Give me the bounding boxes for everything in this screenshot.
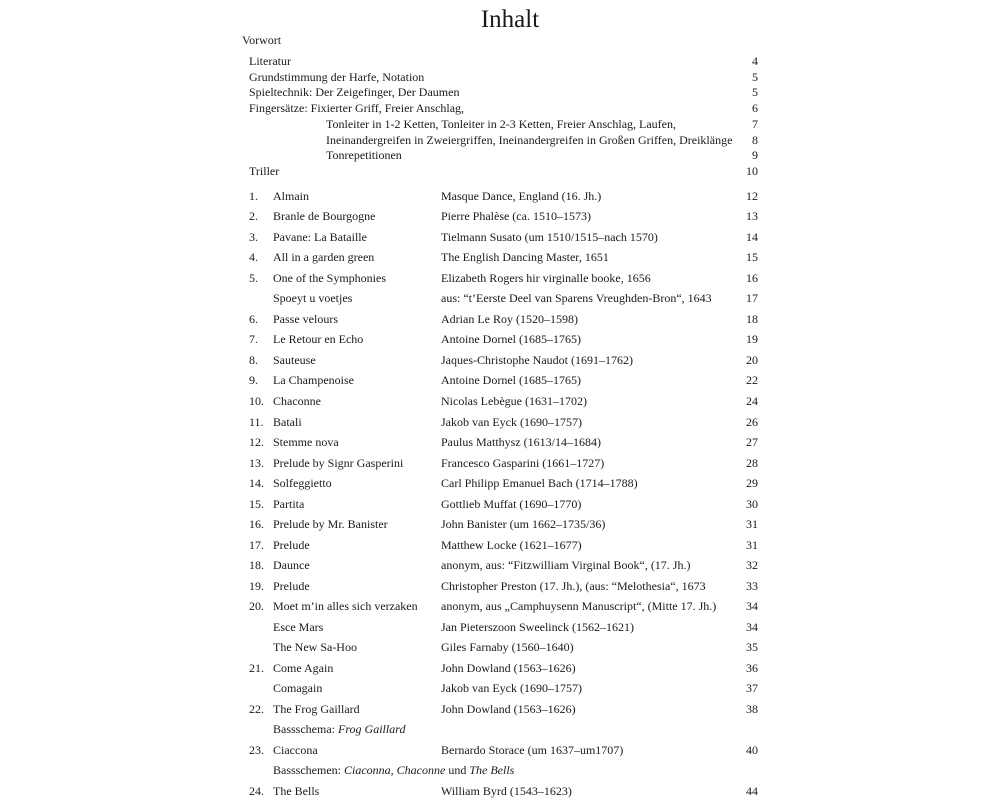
piece-number: 14.	[249, 476, 264, 490]
piece-title: Almain	[273, 189, 309, 203]
piece-title: Passe velours	[273, 312, 338, 326]
piece-title: The Bells	[273, 784, 320, 798]
front-matter-label: Tonleiter in 1-2 Ketten, Tonleiter in 2-3 Ketten, Freier Anschlag, Laufen,	[326, 117, 676, 131]
front-matter-page: 8	[752, 133, 758, 147]
bass-schema-note	[273, 762, 514, 778]
piece-composer: Antoine Dornel (1685–1765)	[441, 373, 581, 387]
piece-title: Chaconne	[273, 394, 321, 408]
piece-title: Come Again	[273, 661, 334, 675]
front-matter-page: 9	[752, 148, 758, 162]
piece-title: Prelude	[273, 538, 310, 552]
piece-page: 32	[746, 558, 758, 572]
piece-page: 13	[746, 209, 758, 223]
front-matter-label: Literatur	[249, 54, 291, 68]
piece-title: Stemme nova	[273, 435, 339, 449]
piece-page: 14	[746, 230, 758, 244]
piece-page: 34	[746, 620, 758, 634]
piece-page: 26	[746, 415, 758, 429]
piece-number: 3.	[249, 230, 258, 244]
bass-schema-title: Ciaconna, Chaconne	[344, 763, 446, 777]
piece-page: 31	[746, 517, 758, 531]
front-matter-label: Fingersätze: Fixierter Griff, Freier Anschlag,	[249, 101, 465, 115]
piece-composer: Christopher Preston (17. Jh.), (aus: “Melothesia“, 1673	[441, 579, 706, 593]
piece-page: 34	[746, 599, 758, 613]
piece-composer: Carl Philipp Emanuel Bach (1714–1788)	[441, 476, 638, 490]
bass-schema-prefix: Bassschemen:	[273, 763, 341, 777]
bass-schema-prefix: Bassschema:	[273, 722, 335, 736]
piece-composer: Antoine Dornel (1685–1765)	[441, 332, 581, 346]
front-matter-label: Spieltechnik: Der Zeigefinger, Der Daumen	[249, 85, 460, 99]
front-matter-page: 5	[752, 70, 758, 84]
bass-schema-conjunction: und	[448, 763, 467, 777]
piece-page: 27	[746, 435, 758, 449]
piece-composer: Gottlieb Muffat (1690–1770)	[441, 497, 582, 511]
piece-composer: William Byrd (1543–1623)	[441, 784, 572, 798]
piece-title: One of the Symphonies	[273, 271, 386, 285]
piece-number: 19.	[249, 579, 264, 593]
piece-composer: Jakob van Eyck (1690–1757)	[441, 681, 582, 695]
piece-composer: Adrian Le Roy (1520–1598)	[441, 312, 578, 326]
piece-page: 31	[746, 538, 758, 552]
piece-number: 10.	[249, 394, 264, 408]
piece-number: 18.	[249, 558, 264, 572]
piece-composer: Jan Pieterszoon Sweelinck (1562–1621)	[441, 620, 634, 634]
piece-number: 21.	[249, 661, 264, 675]
piece-number: 13.	[249, 456, 264, 470]
piece-composer: Elizabeth Rogers hir virginalle booke, 1656	[441, 271, 651, 285]
piece-title: Daunce	[273, 558, 310, 572]
piece-page: 38	[746, 702, 758, 716]
piece-composer: aus: “t’Eerste Deel van Sparens Vreughden-Bron“, 1643	[441, 291, 712, 305]
piece-page: 12	[746, 189, 758, 203]
piece-composer: Tielmann Susato (um 1510/1515–nach 1570)	[441, 230, 658, 244]
piece-page: 22	[746, 373, 758, 387]
piece-composer: Bernardo Storace (um 1637–um1707)	[441, 743, 624, 757]
piece-composer: John Dowland (1563–1626)	[441, 702, 576, 716]
piece-title: Ciaccona	[273, 743, 318, 757]
piece-page: 18	[746, 312, 758, 326]
piece-title: Prelude	[273, 579, 310, 593]
piece-number: 5.	[249, 271, 258, 285]
front-matter-page: 4	[752, 54, 758, 68]
piece-number: 7.	[249, 332, 258, 346]
front-matter-label: Grundstimmung der Harfe, Notation	[249, 70, 425, 84]
piece-page: 30	[746, 497, 758, 511]
piece-composer: Masque Dance, England (16. Jh.)	[441, 189, 602, 203]
front-matter-page: 5	[752, 85, 758, 99]
front-matter-page: 7	[752, 117, 758, 131]
piece-title: Solfeggietto	[273, 476, 332, 490]
piece-title: Esce Mars	[273, 620, 324, 634]
bass-schema-title: The Bells	[469, 763, 515, 777]
piece-number: 22.	[249, 702, 264, 716]
piece-page: 20	[746, 353, 758, 367]
piece-composer: Matthew Locke (1621–1677)	[441, 538, 582, 552]
piece-composer: The English Dancing Master, 1651	[441, 250, 609, 264]
piece-page: 28	[746, 456, 758, 470]
piece-title: Moet m’in alles sich verzaken	[273, 599, 418, 613]
piece-number: 16.	[249, 517, 264, 531]
piece-page: 16	[746, 271, 758, 285]
piece-page: 17	[746, 291, 758, 305]
piece-title: All in a garden green	[273, 250, 375, 264]
piece-number: 1.	[249, 189, 258, 203]
piece-page: 40	[746, 743, 758, 757]
piece-number: 9.	[249, 373, 258, 387]
piece-title: Pavane: La Bataille	[273, 230, 367, 244]
piece-title: Prelude by Signr Gasperini	[273, 456, 404, 470]
piece-number: 2.	[249, 209, 258, 223]
piece-page: 33	[746, 579, 758, 593]
piece-title: Spoeyt u voetjes	[273, 291, 353, 305]
front-matter-label: Tonrepetitionen	[326, 148, 402, 162]
piece-composer: Paulus Matthysz (1613/14–1684)	[441, 435, 601, 449]
piece-composer: Nicolas Lebègue (1631–1702)	[441, 394, 587, 408]
piece-title: The New Sa-Hoo	[273, 640, 357, 654]
piece-page: 37	[746, 681, 758, 695]
piece-title: Batali	[273, 415, 302, 429]
piece-composer: Pierre Phalèse (ca. 1510–1573)	[441, 209, 591, 223]
piece-composer: John Banister (um 1662–1735/36)	[441, 517, 606, 531]
piece-number: 15.	[249, 497, 264, 511]
piece-page: 35	[746, 640, 758, 654]
front-matter-label: Triller	[249, 164, 280, 178]
piece-title: Prelude by Mr. Banister	[273, 517, 388, 531]
piece-title: Branle de Bourgogne	[273, 209, 376, 223]
piece-page: 36	[746, 661, 758, 675]
piece-title: La Champenoise	[273, 373, 354, 387]
piece-number: 6.	[249, 312, 258, 326]
bass-schema-note	[273, 721, 405, 737]
piece-composer: John Dowland (1563–1626)	[441, 661, 576, 675]
piece-composer: anonym, aus: “Fitzwilliam Virginal Book“, (17. Jh.)	[441, 558, 691, 572]
piece-title: Le Retour en Echo	[273, 332, 364, 346]
piece-composer: Jaques-Christophe Naudot (1691–1762)	[441, 353, 633, 367]
piece-composer: Giles Farnaby (1560–1640)	[441, 640, 574, 654]
front-matter-page: 6	[752, 101, 758, 115]
piece-composer: Francesco Gasparini (1661–1727)	[441, 456, 605, 470]
piece-page: 44	[746, 784, 758, 798]
piece-page: 29	[746, 476, 758, 490]
page-title: Inhalt	[480, 6, 540, 33]
piece-number: 11.	[249, 415, 264, 429]
piece-page: 24	[746, 394, 758, 408]
piece-number: 12.	[249, 435, 264, 449]
front-matter-label: Ineinandergreifen in Zweiergriffen, Ineinandergreifen in Großen Griffen, Dreiklänge	[326, 133, 733, 147]
piece-title: Sauteuse	[273, 353, 316, 367]
bass-schema-title: Frog Gaillard	[338, 722, 406, 736]
piece-page: 19	[746, 332, 758, 346]
preface-heading: Vorwort	[242, 33, 282, 47]
piece-number: 23.	[249, 743, 264, 757]
piece-number: 20.	[249, 599, 264, 613]
piece-page: 15	[746, 250, 758, 264]
piece-composer: Jakob van Eyck (1690–1757)	[441, 415, 582, 429]
piece-number: 24.	[249, 784, 264, 798]
piece-title: Partita	[273, 497, 305, 511]
piece-number: 17.	[249, 538, 264, 552]
piece-title: Comagain	[273, 681, 323, 695]
piece-number: 4.	[249, 250, 258, 264]
front-matter-page: 10	[746, 164, 758, 178]
piece-composer: anonym, aus „Camphuysenn Manuscript“, (Mitte 17. Jh.)	[441, 599, 717, 613]
piece-title: The Frog Gaillard	[273, 702, 360, 716]
piece-number: 8.	[249, 353, 258, 367]
